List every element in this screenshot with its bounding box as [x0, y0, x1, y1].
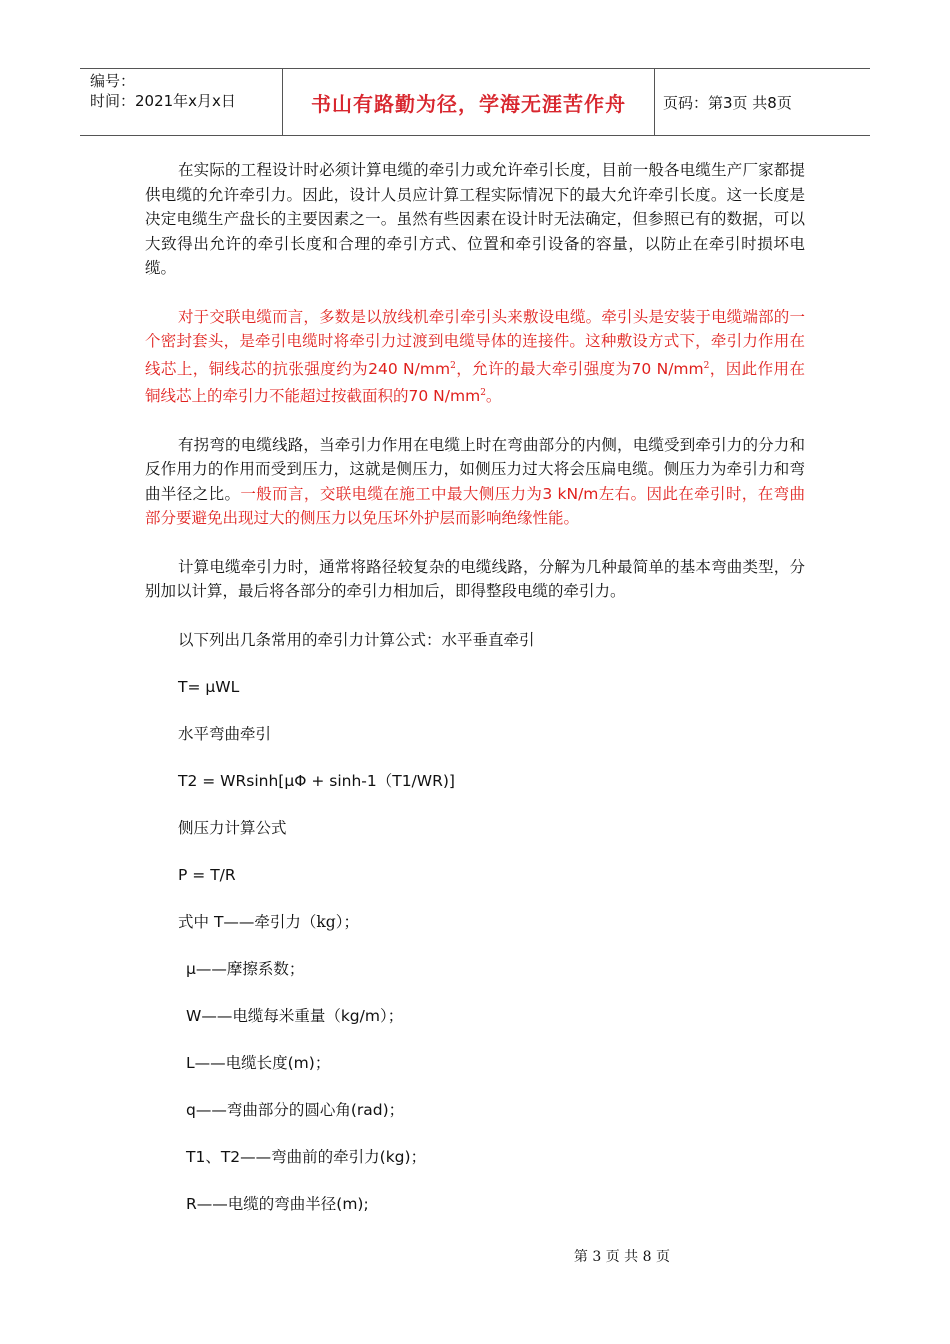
- text-segment: 一般而言，交联电缆在施工中最大侧压力为: [240, 484, 543, 503]
- header-page-cell: [655, 69, 870, 135]
- side-pressure-value: 3 kN/m: [542, 484, 599, 503]
- definition-pre-bend-traction: T1、T2——弯曲前的牵引力(kg)；: [186, 1147, 427, 1166]
- definition-traction: [178, 910, 805, 934]
- page-footer: [0, 1246, 950, 1266]
- max-traction-value: 70 N/mm: [631, 359, 704, 378]
- header-motto-cell: [282, 69, 655, 135]
- definition-weight: W——电缆每米重量（kg/m）；: [186, 1006, 404, 1025]
- formula-intro: 以下列出几条常用的牵引力计算公式：水平垂直牵引: [178, 630, 535, 649]
- text-segment: ，允许的最大牵引强度为: [455, 359, 632, 378]
- footer-page-number: 第 3 页 共 8 页: [573, 1249, 670, 1265]
- section-traction-value: 70 N/mm: [408, 387, 481, 406]
- superscript: 2: [480, 388, 486, 399]
- document-number-label: 编号：: [90, 72, 136, 90]
- text-segment: 牵引力（kg）；: [254, 912, 359, 931]
- text-segment: 式中: [178, 912, 214, 931]
- definition-friction: μ——摩擦系数；: [186, 959, 305, 978]
- text-segment: 。: [485, 387, 502, 406]
- text-segment: 左右。因此在牵引时，在弯曲部分要避免出现过大的侧压力以免压坏外护层而影响绝缘性能。: [145, 484, 805, 528]
- header-page-number: 页码：第3页 共8页: [663, 93, 792, 112]
- paragraph-traction-head: [145, 305, 805, 409]
- formula-heading-bend: 水平弯曲牵引: [178, 724, 272, 743]
- formula-bend-traction: T2 = WRsinh[μΦ + sinh-1（T1/WR)]: [178, 771, 455, 790]
- header-meta-cell: [80, 69, 282, 135]
- document-date-label: 时间：2021年x月x日: [90, 92, 236, 110]
- definition-radius: R——电缆的弯曲半径(m);: [186, 1194, 369, 1213]
- paragraph-side-pressure: [145, 433, 805, 531]
- formula-heading-pressure: 侧压力计算公式: [178, 818, 287, 837]
- superscript: 2: [703, 360, 710, 371]
- document-header: [80, 68, 870, 136]
- formula-side-pressure: P = T/R: [178, 865, 236, 884]
- tensile-strength-value: 240 N/mm: [368, 359, 451, 378]
- superscript: 2: [450, 360, 456, 371]
- definition-length: L——电缆长度(m)；: [186, 1053, 331, 1072]
- header-motto: 书山有路勤为径，学海无涯苦作舟: [311, 91, 626, 116]
- text-segment: ，因此作用在铜线芯上的牵引力不能超过按截面积的: [145, 359, 805, 406]
- highlight-segment: [145, 485, 805, 528]
- document-body: [145, 158, 805, 1239]
- text-segment: 对于交联电缆而言，多数是以放线机牵引牵引头来敷设电缆。牵引头是安装于电缆端部的一个密封套头，是牵引电缆时将牵引力过渡到电缆导体的连接件。这种敷设方式下，牵引力作用在线芯上，铜线芯的抗张强度约为: [145, 307, 805, 378]
- text-segment: 有拐弯的电缆线路，当牵引力作用在电缆上时在弯曲部分的内侧，电缆受到牵引力的分力和反作用力的作用而受到压力，这就是侧压力，如侧压力过大将会压扁电缆。侧压力为牵引力和弯曲半径之比。: [145, 435, 805, 503]
- paragraph-calculation: 计算电缆牵引力时，通常将路径较复杂的电缆线路，分解为几种最简单的基本弯曲类型，分别加以计算，最后将各部分的牵引力相加后，即得整段电缆的牵引力。: [145, 557, 805, 601]
- symbol-t: T——: [213, 912, 255, 931]
- paragraph-intro: 在实际的工程设计时必须计算电缆的牵引力或允许牵引长度，目前一般各电缆生产厂家都提供电缆的允许牵引力。因此，设计人员应计算工程实际情况下的最大允许牵引长度。这一长度是决定电缆生产盘长的主要因素之一。虽然有些因素在设计时无法确定，但参照已有的数据，可以大致得出允许的牵引长度和合理的牵引方式、位置和牵引设备的容量，以防止在牵引时损坏电缆。: [145, 161, 805, 277]
- formula-vertical-traction: T= μWL: [178, 677, 240, 696]
- definition-angle: q——弯曲部分的圆心角(rad)；: [186, 1100, 405, 1119]
